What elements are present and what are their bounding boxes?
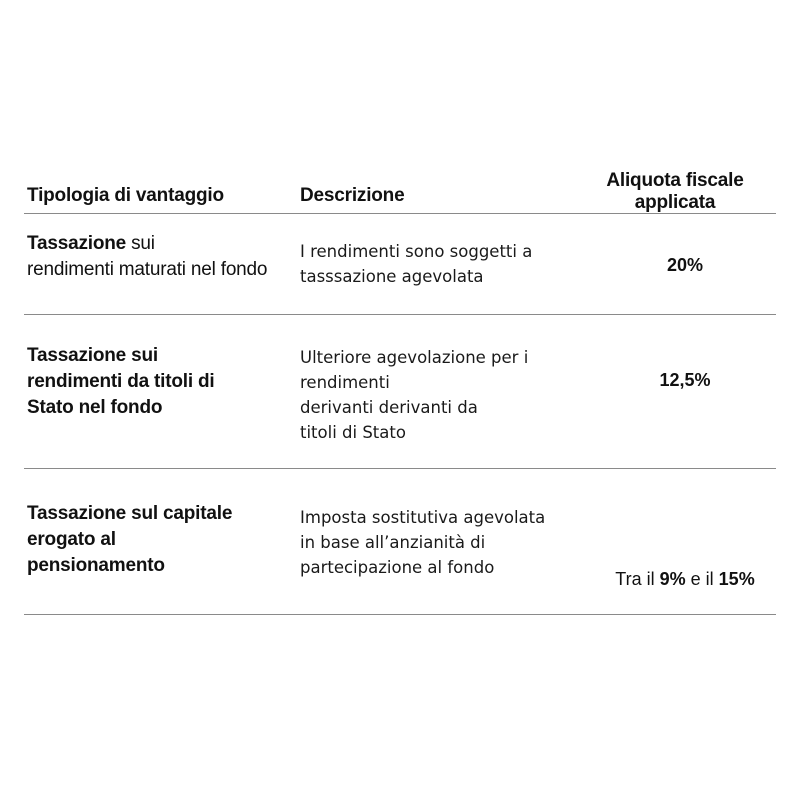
row2-desc-line: derivanti derivanti da (300, 398, 478, 417)
header-col-description: Descrizione (300, 185, 405, 206)
row3-rate (560, 567, 800, 591)
row1-description (300, 239, 570, 289)
row3-rate-prefix: Tra il (615, 569, 660, 589)
row1-rate-value: 20% (666, 255, 704, 275)
row2-title-line: Stato nel fondo (27, 397, 163, 418)
row2-title-line: rendimenti da titoli di (27, 371, 215, 392)
row2-title (27, 343, 287, 421)
row1-title-line2: rendimenti maturati nel fondo (27, 259, 268, 280)
header-col-rate-line2: applicata (634, 192, 716, 213)
row1-rate (580, 253, 790, 277)
row2-rate (580, 368, 790, 392)
row2-divider (24, 468, 776, 469)
row3-description (300, 505, 580, 580)
row3-rate-mid: e il (685, 569, 719, 589)
row3-desc-line: Imposta sostitutiva agevolata (300, 508, 546, 527)
row2-desc-line: rendimenti (300, 373, 390, 392)
header-col-rate (580, 170, 770, 214)
row1-desc-line: I rendimenti sono soggetti a (300, 242, 533, 261)
row3-rate-low: 9% (659, 569, 686, 589)
row1-title-rest: sui (126, 233, 155, 254)
row3-divider (24, 614, 776, 615)
row3-desc-line: partecipazione al fondo (300, 558, 495, 577)
row3-title-line: pensionamento (27, 555, 165, 576)
row2-rate-value: 12,5% (659, 370, 711, 390)
row1-title (27, 231, 307, 283)
row3-title-line: Tassazione sul capitale (27, 503, 233, 524)
row2-title-line: Tassazione sui (27, 345, 158, 366)
row3-title (27, 501, 287, 579)
header-divider (24, 213, 776, 214)
row3-title-line: erogato al (27, 529, 116, 550)
header-col-rate-line1: Aliquota fiscale (606, 170, 744, 191)
row2-desc-line: Ulteriore agevolazione per i (300, 348, 529, 367)
row2-desc-line: titoli di Stato (300, 423, 406, 442)
header-col-type: Tipologia di vantaggio (27, 185, 224, 206)
row1-divider (24, 314, 776, 315)
row1-title-bold: Tassazione (27, 233, 127, 254)
row3-desc-line: in base all’anzianità di (300, 533, 486, 552)
row2-description (300, 345, 570, 445)
row1-desc-line: tasssazione agevolata (300, 267, 484, 286)
row3-rate-high: 15% (718, 569, 755, 589)
